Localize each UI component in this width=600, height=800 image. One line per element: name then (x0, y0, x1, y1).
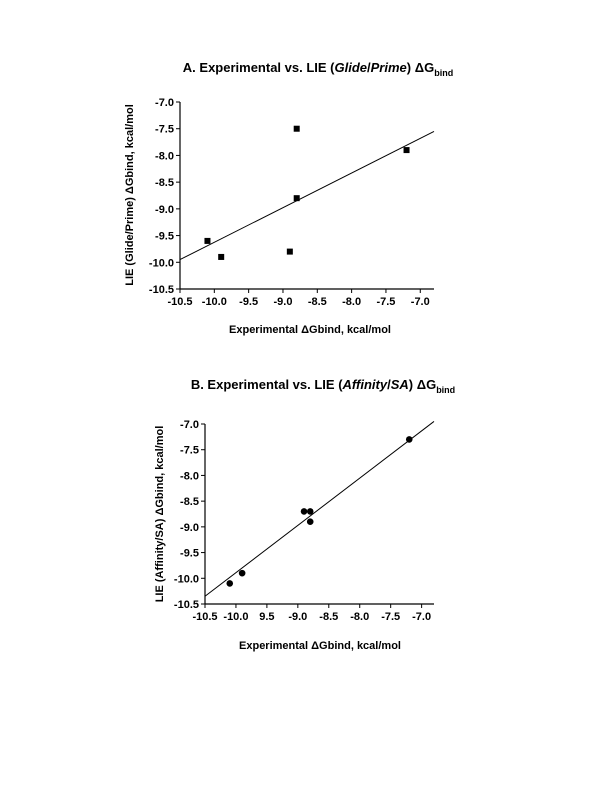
x-tick-label: -7.0 (410, 296, 430, 308)
data-point-circle (239, 570, 246, 577)
chart-title-part: ΔG (416, 377, 437, 392)
x-tick-label: -7.0 (412, 611, 432, 623)
data-point-square (218, 254, 224, 260)
x-tick-label: -10.0 (201, 296, 227, 308)
y-axis-label: LIE (Glide/Prime) ΔGbind, kcal/mol (124, 104, 136, 286)
x-tick-label: -9.5 (239, 296, 259, 308)
chart-panel-a (124, 60, 453, 336)
regression-line (180, 131, 434, 259)
regression-line (205, 421, 434, 596)
data-point-square (294, 126, 300, 132)
y-tick-label: -9.5 (155, 230, 174, 243)
chart-title-part: B. Experimental vs. LIE ( (190, 377, 343, 392)
y-tick-label: -7.0 (180, 419, 199, 431)
x-tick-label: -8.5 (307, 296, 327, 308)
data-point-square (204, 238, 210, 244)
data-point-square (287, 249, 293, 255)
x-axis-label: Experimental ΔGbind, kcal/mol (239, 640, 401, 652)
y-tick-label: -8.5 (155, 177, 174, 190)
data-point-circle (307, 508, 314, 515)
y-tick-label: -10.0 (148, 257, 174, 270)
x-tick-label: -8.0 (342, 296, 362, 308)
chart-title-part: Glide (334, 60, 368, 75)
x-tick-label: -10.5 (192, 611, 218, 623)
y-tick-label: -10.5 (148, 284, 174, 296)
y-axis-label: LIE (Affinity/SA) ΔGbind, kcal/mol (154, 425, 166, 603)
chart-title-part: Prime (370, 60, 407, 75)
chart-title-part: bind (436, 385, 456, 395)
chart-title-part: ΔG (414, 60, 435, 75)
chart-title-part: / (367, 60, 371, 75)
y-tick-label: -7.5 (155, 123, 174, 136)
data-point-circle (301, 508, 308, 515)
x-tick-label: -9.0 (288, 611, 308, 623)
y-tick-label: -7.0 (155, 97, 174, 109)
chart-title-part: ) (408, 377, 417, 392)
y-tick-label: -10.5 (173, 599, 199, 611)
x-axis-label: Experimental ΔGbind, kcal/mol (229, 324, 391, 336)
chart-title-part: A. Experimental vs. LIE ( (182, 60, 335, 75)
y-tick-label: -10.0 (173, 573, 199, 586)
y-tick-label: -9.0 (180, 521, 199, 534)
y-tick-label: -8.0 (180, 470, 199, 483)
data-point-circle (307, 518, 314, 525)
chart-title (191, 377, 455, 395)
x-tick-label: -10.0 (223, 611, 249, 623)
chart-title-part: ) (406, 60, 415, 75)
data-point-square (294, 195, 300, 201)
y-tick-label: -8.0 (155, 150, 174, 163)
chart-title-part: Affinity (342, 377, 388, 392)
x-tick-label: -8.5 (319, 611, 339, 623)
x-tick-label: -10.5 (167, 296, 193, 308)
y-tick-label: -7.5 (180, 444, 199, 457)
chart-title-part: bind (434, 68, 454, 78)
y-tick-label: -9.0 (155, 203, 174, 216)
chart-title (183, 60, 453, 78)
x-tick-label: -7.5 (381, 611, 401, 623)
x-tick-label: 9.5 (259, 611, 275, 623)
y-tick-label: -9.5 (180, 547, 199, 560)
y-tick-label: -8.5 (180, 496, 199, 509)
x-tick-label: -8.0 (350, 611, 370, 623)
chart-panel-b (154, 377, 455, 652)
data-point-circle (406, 436, 413, 443)
x-tick-label: -9.0 (273, 296, 293, 308)
data-point-circle (226, 580, 233, 587)
chart-title-part: / (387, 377, 391, 392)
chart-title-part: SA (390, 377, 409, 392)
data-point-square (404, 147, 410, 153)
x-tick-label: -7.5 (376, 296, 396, 308)
